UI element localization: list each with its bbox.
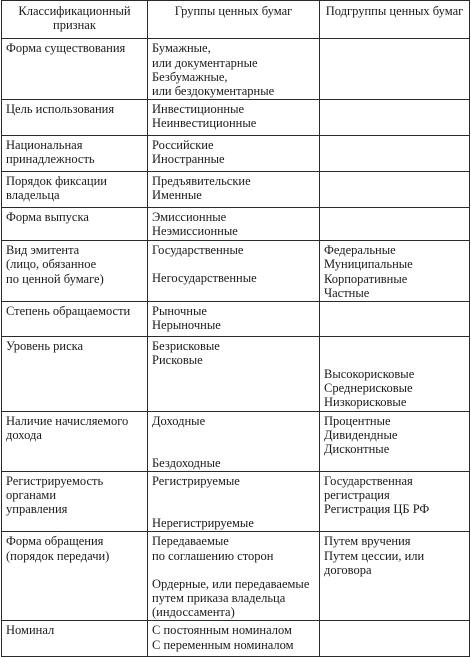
table-row	[2, 39, 470, 100]
cell-text: дохода	[6, 427, 42, 442]
table-row	[2, 100, 470, 136]
criterion-cell	[2, 472, 148, 532]
table-row	[2, 472, 470, 532]
cell-text: или бездокументарные	[152, 84, 275, 99]
cell-text: (порядок передачи)	[6, 548, 110, 563]
groups-cell	[148, 411, 320, 471]
table-row	[2, 208, 470, 241]
cell-text: Государственная	[324, 474, 413, 489]
groups-cell	[148, 532, 320, 621]
groups-cell	[148, 621, 320, 657]
subgroups-cell	[320, 532, 470, 621]
cell-text: Высокорисковые	[324, 367, 415, 382]
cell-text: С постоянным номиналом	[152, 623, 292, 638]
header-subgroups: Подгруппы ценных бумаг	[320, 1, 470, 39]
subgroups-cell	[320, 337, 470, 412]
cell-text: Нерыночные	[152, 318, 221, 333]
criterion-cell	[2, 532, 148, 621]
cell-text: Передаваемые	[152, 534, 229, 549]
criterion-cell	[2, 337, 148, 412]
securities-classification-table	[1, 0, 470, 657]
cell-text: регистрация	[324, 488, 390, 503]
spacer	[152, 257, 315, 271]
cell-text: Безрисковые	[152, 339, 220, 354]
cell-text: Уровень риска	[6, 339, 84, 354]
criterion-cell	[2, 411, 148, 471]
groups-cell	[148, 472, 320, 532]
cell-text: Путем цессии, или	[324, 548, 425, 563]
cell-text: Федеральные	[324, 243, 396, 258]
spacer	[152, 428, 315, 442]
cell-text: путем приказа владельца	[152, 591, 286, 606]
cell-text: Наличие начисляемого	[6, 413, 129, 428]
cell-text: Цель использования	[6, 102, 115, 117]
spacer	[324, 339, 465, 353]
cell-text: Дивидендные	[324, 427, 398, 442]
groups-cell	[148, 39, 320, 100]
cell-text: Бумажные,	[152, 41, 211, 56]
cell-text: Регистрация ЦБ РФ	[324, 502, 430, 517]
subgroups-cell	[320, 136, 470, 172]
criterion-cell	[2, 39, 148, 100]
groups-cell	[148, 302, 320, 337]
spacer	[152, 563, 315, 577]
cell-text: принадлежность	[6, 152, 95, 167]
cell-text: Рыночные	[152, 304, 207, 319]
cell-text: Национальная	[6, 138, 83, 153]
cell-text: по ценной бумаге)	[6, 271, 104, 286]
table-row	[2, 621, 470, 657]
cell-text: Государственные	[152, 243, 244, 258]
table-row	[2, 302, 470, 337]
criterion-cell	[2, 208, 148, 241]
cell-text: Корпоративные	[324, 271, 408, 286]
subgroups-cell	[320, 39, 470, 100]
cell-text: Форма существования	[6, 41, 126, 56]
subgroups-cell	[320, 100, 470, 136]
subgroups-cell	[320, 241, 470, 302]
cell-text: Негосударственные	[152, 271, 257, 286]
groups-cell	[148, 208, 320, 241]
cell-text: Порядок фиксации	[6, 174, 107, 189]
criterion-cell	[2, 100, 148, 136]
cell-text: (индоссамента)	[152, 605, 235, 620]
cell-text: Регистрируемость	[6, 474, 104, 489]
cell-text: Эмиссионные	[152, 210, 227, 225]
table-row	[2, 337, 470, 412]
cell-text: Низкорисковые	[324, 395, 407, 410]
header-criterion: Классификационный признак	[2, 1, 148, 39]
header-row	[2, 1, 470, 39]
cell-text: Форма обращения	[6, 534, 104, 549]
cell-text: Дисконтные	[324, 442, 390, 457]
groups-cell	[148, 172, 320, 208]
cell-text: договора	[324, 562, 372, 577]
groups-cell	[148, 100, 320, 136]
cell-text: по соглашению сторон	[152, 548, 274, 563]
cell-text: (лицо, обязанное	[6, 257, 97, 272]
cell-text: Бездоходные	[152, 455, 221, 470]
cell-text: Вид эмитента	[6, 243, 80, 258]
cell-text: органами	[6, 488, 57, 503]
cell-text: С переменным номиналом	[152, 637, 294, 652]
cell-text: Процентные	[324, 413, 391, 428]
cell-text: Безбумажные,	[152, 69, 228, 84]
groups-cell	[148, 241, 320, 302]
cell-text: Инвестиционные	[152, 102, 245, 117]
cell-text: Регистрируемые	[152, 474, 240, 489]
criterion-cell	[2, 172, 148, 208]
cell-text: владельца	[6, 188, 60, 203]
table-row	[2, 241, 470, 302]
header-groups: Группы ценных бумаг	[148, 1, 320, 39]
criterion-cell	[2, 621, 148, 657]
cell-text: Среднерисковые	[324, 381, 413, 396]
criterion-cell	[2, 241, 148, 302]
cell-text: Доходные	[152, 413, 206, 428]
subgroups-cell	[320, 411, 470, 471]
subgroups-cell	[320, 208, 470, 241]
cell-text: Путем вручения	[324, 534, 411, 549]
criterion-cell	[2, 302, 148, 337]
cell-text: Ордерные, или передаваемые	[152, 576, 310, 591]
spacer	[152, 488, 315, 502]
cell-text: или документарные	[152, 55, 258, 70]
spacer	[324, 353, 465, 367]
cell-text: Неинвестиционные	[152, 116, 257, 131]
cell-text: Именные	[152, 188, 202, 203]
groups-cell	[148, 337, 320, 412]
groups-cell	[148, 136, 320, 172]
table-row	[2, 136, 470, 172]
cell-text: управления	[6, 502, 68, 517]
cell-text: Предъявительские	[152, 174, 251, 189]
cell-text: Степень обращаемости	[6, 304, 131, 319]
table-row	[2, 172, 470, 208]
table-row	[2, 411, 470, 471]
cell-text: Частные	[324, 285, 370, 300]
subgroups-cell	[320, 472, 470, 532]
cell-text: Российские	[152, 138, 214, 153]
cell-text: Иностранные	[152, 152, 225, 167]
cell-text: Нерегистрируемые	[152, 516, 254, 531]
cell-text: Рисковые	[152, 353, 203, 368]
cell-text: Муниципальные	[324, 257, 413, 272]
spacer	[152, 442, 315, 456]
cell-text: Номинал	[6, 623, 55, 638]
subgroups-cell	[320, 621, 470, 657]
subgroups-cell	[320, 172, 470, 208]
subgroups-cell	[320, 302, 470, 337]
table-row	[2, 532, 470, 621]
criterion-cell	[2, 136, 148, 172]
cell-text: Форма выпуска	[6, 210, 89, 225]
spacer	[152, 502, 315, 516]
cell-text: Неэмиссионные	[152, 224, 238, 239]
